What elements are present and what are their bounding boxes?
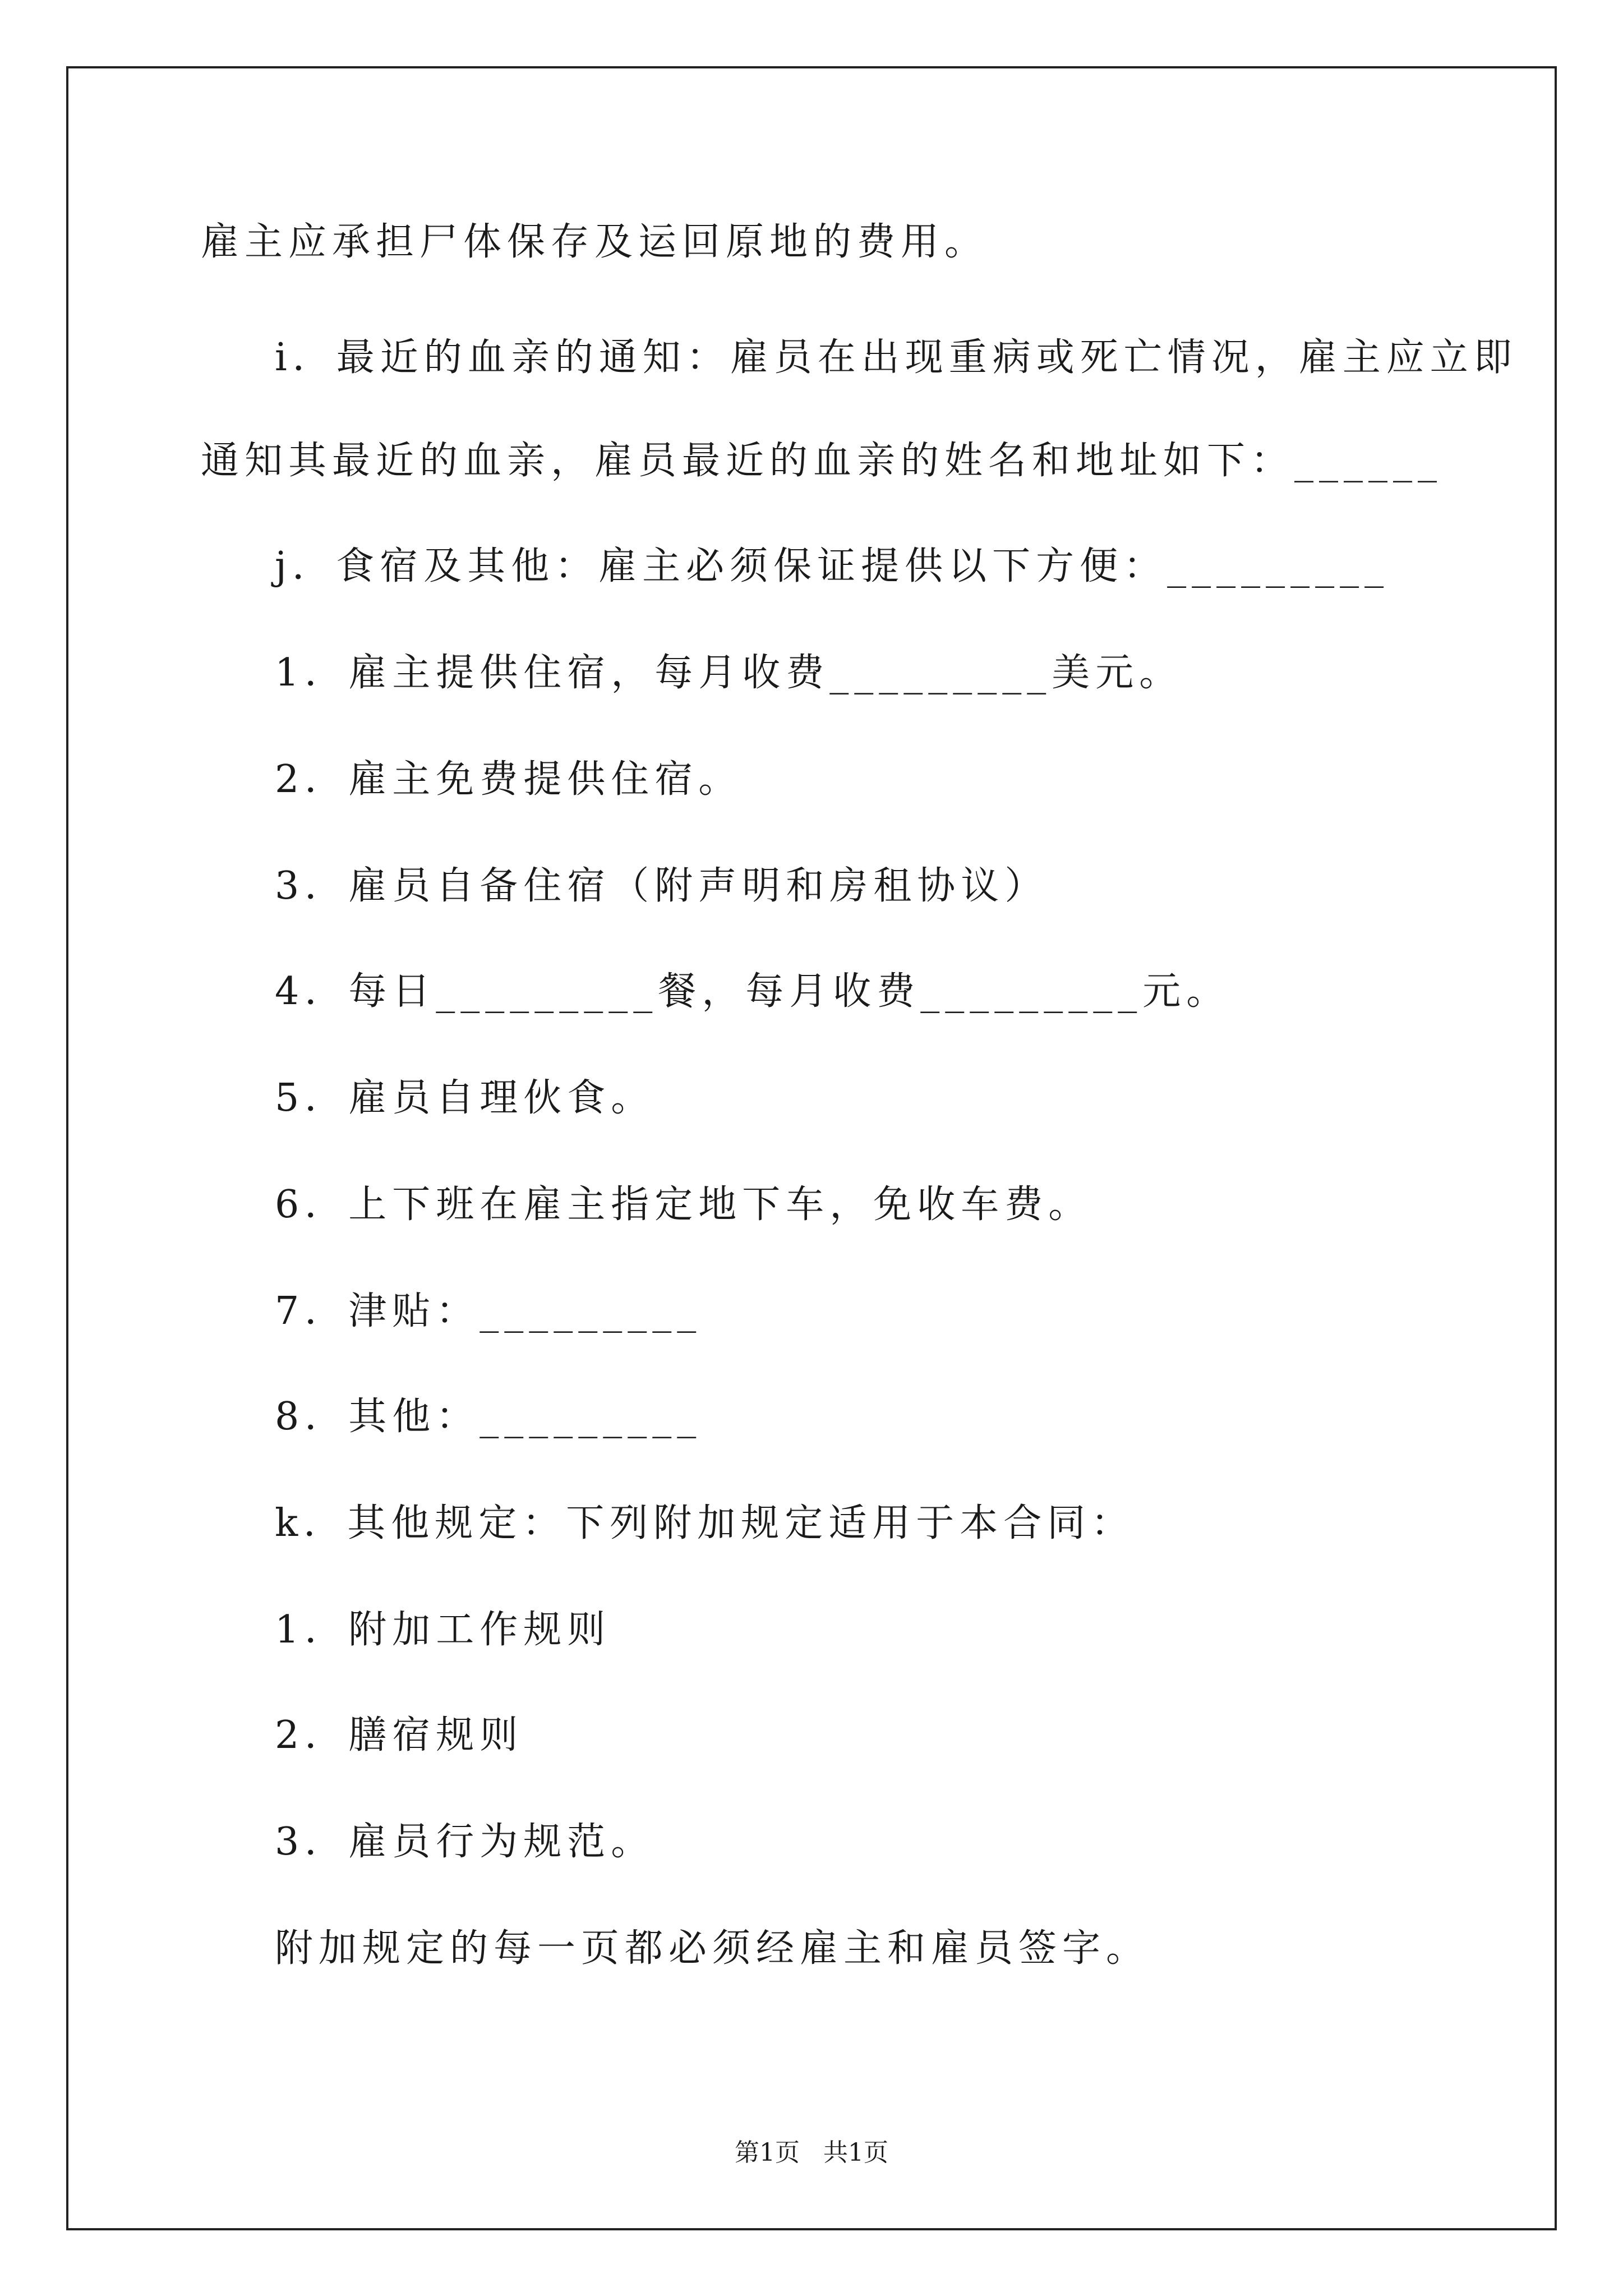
list-item: 3．雇员行为规范。 [275, 1820, 655, 1864]
page-number-current: 第1页 [735, 2138, 800, 2167]
list-item: 2．膳宿规则 [275, 1713, 524, 1757]
list-item: 3．雇员自备住宿（附声明和房租协议） [275, 864, 1049, 908]
list-item: 1．雇主提供住宿，每月收费_________美元。 [275, 651, 1183, 695]
paragraph-line: 雇主应承担尸体保存及运回原地的费用。 [201, 220, 989, 264]
list-item: 4．每日_________餐，每月收费_________元。 [275, 969, 1230, 1014]
list-item: 1．附加工作规则 [275, 1608, 611, 1652]
paragraph-line: i．最近的血亲的通知：雇员在出现重病或死亡情况，雇主应立即 [275, 335, 1518, 380]
page-footer [0, 2137, 1623, 2169]
list-item: 5．雇员自理伙食。 [275, 1076, 655, 1120]
paragraph-line: 通知其最近的血亲，雇员最近的血亲的姓名和地址如下：______ [201, 439, 1443, 483]
paragraph-line: j．食宿及其他：雇主必须保证提供以下方便：_________ [275, 544, 1390, 588]
list-item: 2．雇主免费提供住宿。 [275, 757, 743, 802]
list-item: 6．上下班在雇主指定地下车，免收车费。 [275, 1182, 1092, 1227]
page-number-total: 共1页 [823, 2138, 888, 2167]
list-item: 8．其他：_________ [275, 1395, 702, 1439]
list-item: 7．津贴：_________ [275, 1289, 702, 1333]
paragraph-line: k．其他规定：下列附加规定适用于本合同： [275, 1501, 1135, 1545]
page-border [66, 66, 1557, 2230]
paragraph-line: 附加规定的每一页都必须经雇主和雇员签字。 [275, 1926, 1150, 1971]
